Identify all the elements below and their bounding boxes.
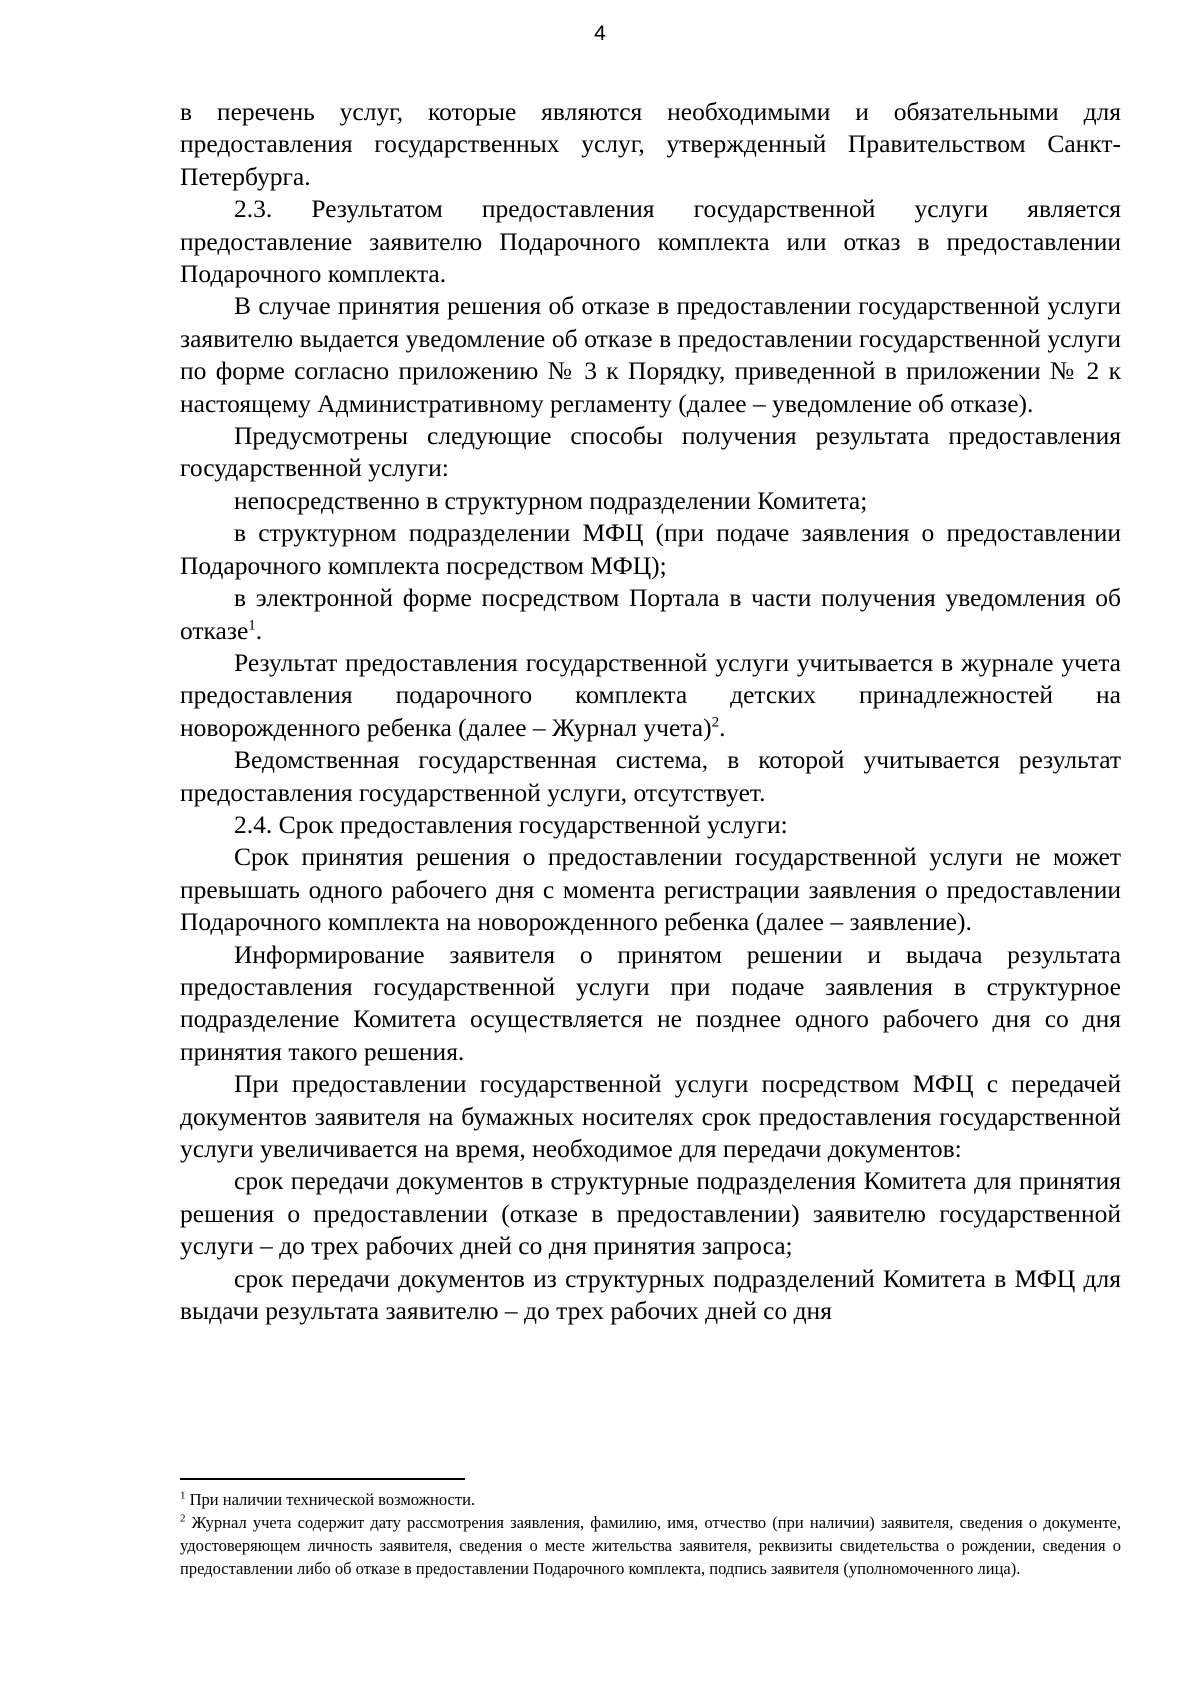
paragraph: срок передачи документов из структурных подразделений Комитета в МФЦ для выдачи результата заявителю – до трех рабочих дней со дня [180,1263,1121,1326]
footnote-2: $^2$ Журнал учета содержит дату рассмотрения заявления, фамилию, имя, отчество (при наличии) заявителя, сведения о документе, удостоверяющем личность заявителя, сведения о месте жительства заявителя, реквизиты свидетельства о рождении, сведения о предоставлении либо об отказе в предоставлении Подарочного комплекта, подпись заявителя (уполномоченного лица). [180,1512,1121,1578]
paragraph: Информирование заявителя о принятом решении и выдача результата предоставления государственной услуги при подаче заявления в структурное подразделение Комитета осуществляется не позднее одного рабочего дня со дня принятия такого решения. [180,939,1121,1066]
section-heading: 2.4. Срок предоставления государственной услуги: [234,809,788,839]
paragraph: При предоставлении государственной услуги посредством МФЦ с передачей документов заявителя на бумажных носителях срок предоставления государственной услуги увеличивается на время, необходимое для передачи документов: [180,1069,1121,1163]
footnote-1: $^1$ При наличии технической возможности. [180,1489,476,1509]
paragraph: Результат предоставления государственной услуги учитывается в журнале учета предоставления подарочного комплекта детских принадлежностей на новорожденного ребенка (далее – Журнал учета)$^2$. [180,647,1121,742]
paragraph: 2.3. Результатом предоставления государственной услуги является предоставление заявителю Подарочного комплекта или отказ в предоставлении Подарочного комплекта. [180,194,1121,289]
page-number: 4 [594,22,606,45]
body-text [180,96,1121,1327]
paragraph: Ведомственная государственная система, в которой учитывается результат предоставления государственной услуги, отсутствует. [180,745,1121,807]
paragraph: Срок принятия решения о предоставлении государственной услуги не может превышать одного рабочего дня с момента регистрации заявления о предоставлении Подарочного комплекта на новорожденного ребенка (далее – заявление). [180,842,1121,937]
footnote-reference-2[interactable]: 2 [711,714,720,731]
paragraph: Предусмотрены следующие способы получения результата предоставления государственной услуги: [180,421,1121,483]
paragraph: В случае принятия решения об отказе в предоставлении государственной услуги заявителю выдается уведомление об отказе в предоставлении государственной услуги по форме согласно приложению № 3 к Порядку, приведенной в приложении № 2 к настоящему Административному регламенту (далее – уведомление об отказе). [180,291,1121,418]
paragraph: в структурном подразделении МФЦ (при подаче заявления о предоставлении Подарочного комплекта посредством МФЦ); [180,518,1121,580]
footnote-separator [180,1478,465,1480]
paragraph: в электронной форме посредством Портала в части получения уведомления об отказе$^1$. [180,583,1121,645]
footnote-reference-1[interactable]: 1 [248,617,256,633]
paragraph: срок передачи документов в структурные подразделения Комитета для принятия решения о предоставлении (отказе в предоставлении) заявителю государственной услуги – до трех рабочих дней со дня принятия запроса; [180,1166,1121,1261]
paragraph: непосредственно в структурном подразделении Комитета; [234,485,868,515]
footnotes [180,1488,1121,1580]
paragraph: в перечень услуг, которые являются необходимыми и обязательными для предоставления государственных услуг, утвержденный Правительством Санкт-Петербурга. [180,97,1121,191]
